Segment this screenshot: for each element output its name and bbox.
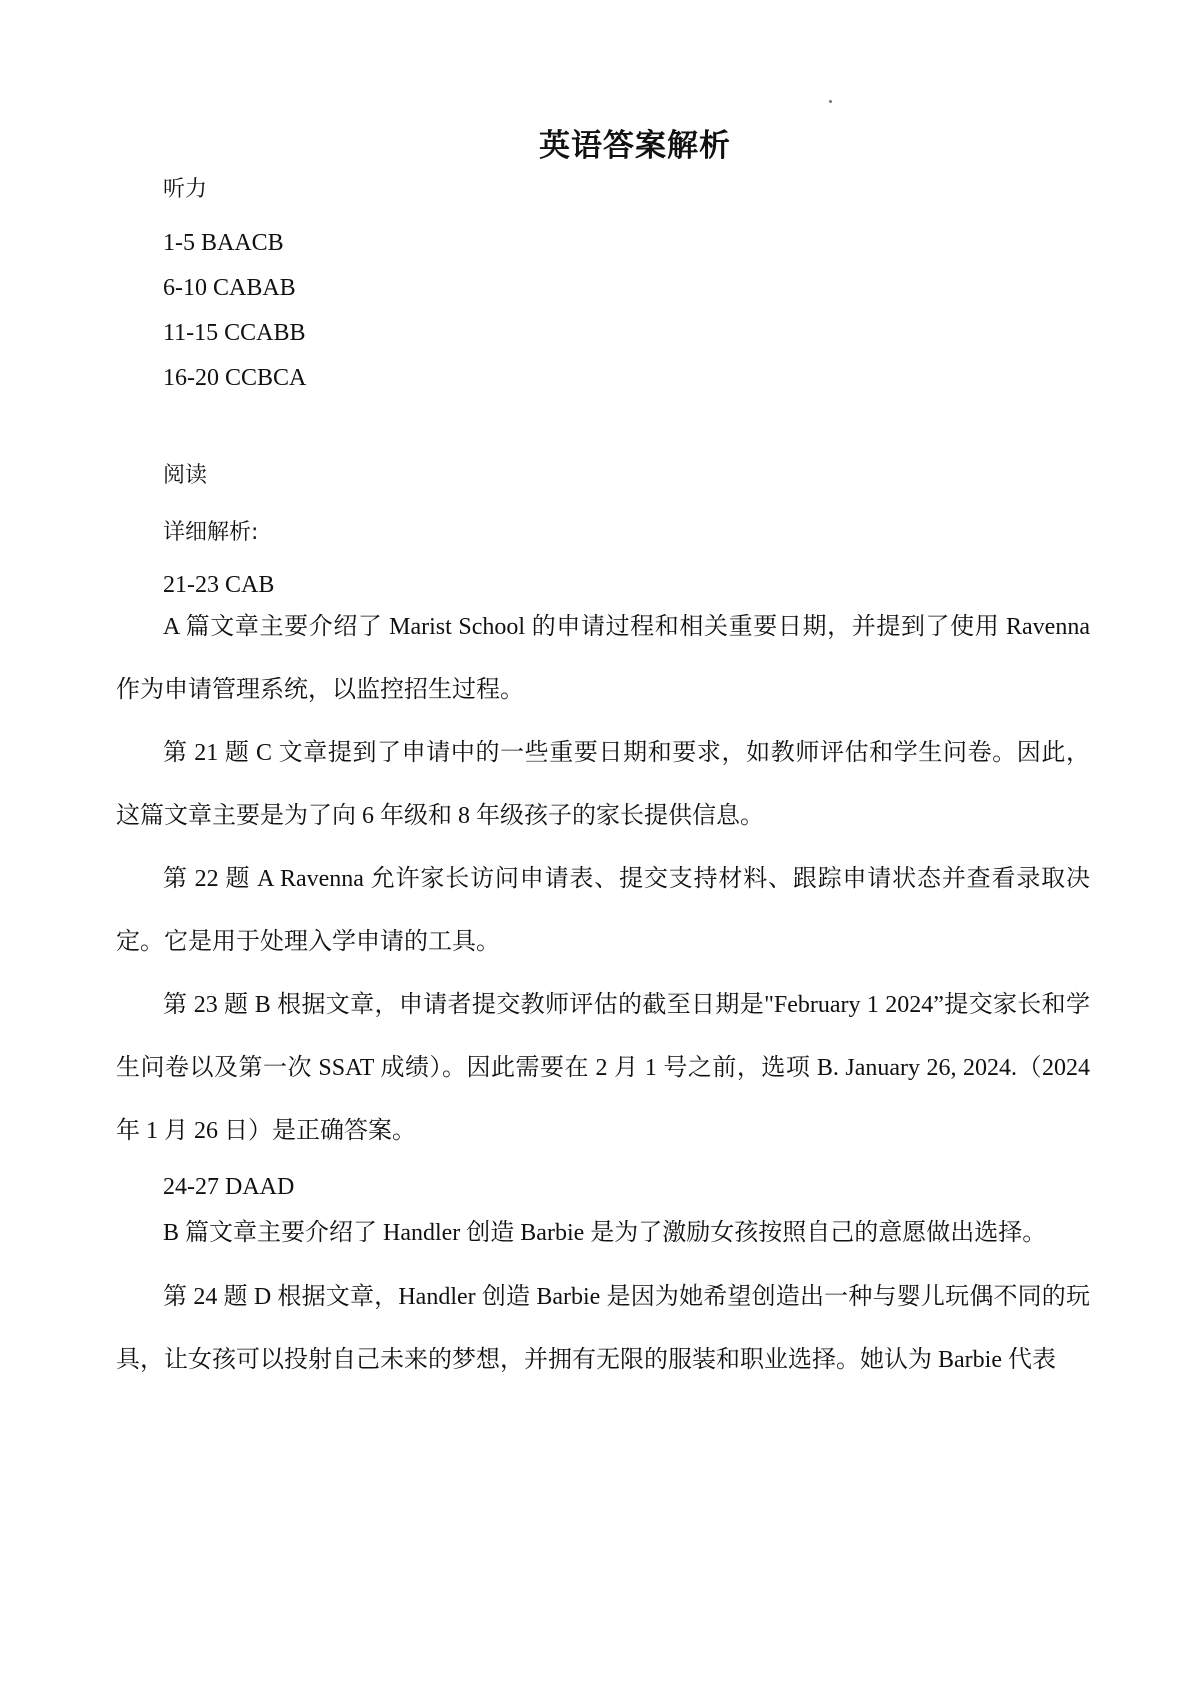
reading-answer-24-27: 24-27 DAAD [163, 1174, 295, 1200]
reading-answer-21-23: 21-23 CAB [163, 572, 275, 598]
page-title: 英语答案解析 [539, 128, 731, 164]
listening-heading: 听力 [163, 177, 208, 202]
question-23-explanation: 第 23 题 B 根据文章，申请者提交教师评估的截至日期是"February 1 2024”提交家长和学生问卷以及第一次 SSAT 成绩）。因此需要在 2 月 1 号之前，选项 B. January 26, 2024.（2024 年 1 月 26 日）是正确答案。 [116, 992, 1090, 1144]
passage-b-summary: B 篇文章主要介绍了 Handler 创造 Barbie 是为了激励女孩按照自己的意愿做出选择。 [163, 1220, 1047, 1246]
passage-a-summary: A 篇文章主要介绍了 Marist School 的申请过程和相关重要日期，并提到了使用 Ravenna 作为申请管理系统，以监控招生过程。 [116, 614, 1090, 703]
listening-answer-1-5: 1-5 BAACB [163, 230, 284, 256]
listening-answer-11-15: 11-15 CCABB [163, 320, 306, 346]
listening-answer-6-10: 6-10 CABAB [163, 275, 296, 301]
question-24-explanation: 第 24 题 D 根据文章，Handler 创造 Barbie 是因为她希望创造出一种与婴儿玩偶不同的玩具，让女孩可以投射自己未来的梦想，并拥有无限的服装和职业选择。她认为 Barbie 代表 [116, 1284, 1090, 1373]
question-21-explanation: 第 21 题 C 文章提到了申请中的一些重要日期和要求，如教师评估和学生问卷。因此，这篇文章主要是为了向 6 年级和 8 年级孩子的家长提供信息。 [116, 740, 1090, 829]
listening-answer-16-20: 16-20 CCBCA [163, 365, 307, 391]
reading-heading: 阅读 [163, 463, 208, 488]
speck-mark [829, 100, 832, 103]
reading-subheading: 详细解析: [163, 520, 259, 545]
question-22-explanation: 第 22 题 A Ravenna 允许家长访问申请表、提交支持材料、跟踪申请状态并查看录取决定。它是用于处理入学申请的工具。 [116, 866, 1090, 955]
